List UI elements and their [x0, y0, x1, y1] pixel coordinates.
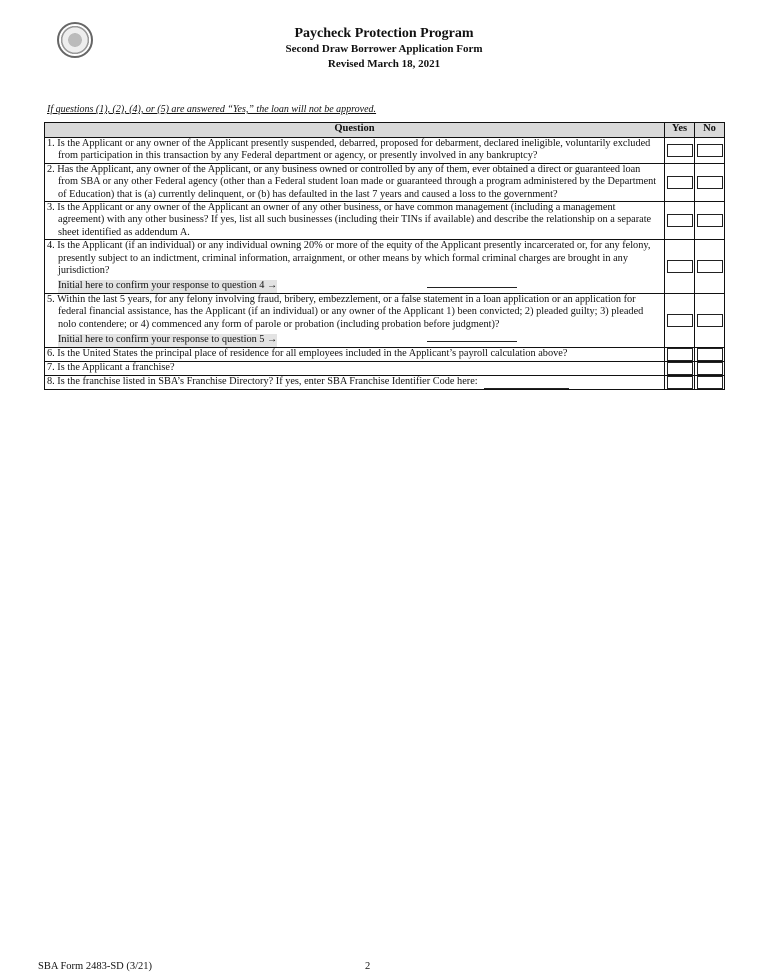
q6-no-checkbox[interactable]: [697, 348, 723, 361]
question-8-cell: [45, 375, 665, 389]
table-row: [45, 163, 725, 201]
q5-no-checkbox[interactable]: [697, 314, 723, 327]
question-6: 6. Is the United States the principal place of residence for all employees included in the Applicant’s payroll calculation above?: [45, 347, 665, 361]
revision-date: Revised March 18, 2021: [327, 58, 441, 70]
initial-label-5: Initial here to confirm your response to question 5 →: [58, 334, 278, 346]
q2-yes-checkbox[interactable]: [667, 176, 693, 189]
table-row: [45, 361, 725, 375]
question-5: 5. Within the last 5 years, for any felony involving fraud, bribery, embezzlement, or a false statement in a loan application or an application for federal financial assistance, has the Applicant (if an individual) or any owner of the Applicant 1) been convicted; 2) pleaded guilty; 3) pleaded nolo contendere; or 4) commenced any form of parole or probation (including probation before judgment)?: [47, 293, 644, 330]
q7-no-checkbox[interactable]: [697, 362, 723, 375]
header-no: No: [695, 123, 725, 138]
q4-yes-checkbox[interactable]: [667, 260, 693, 273]
q5-yes-checkbox[interactable]: [667, 314, 693, 327]
q1-yes-checkbox[interactable]: [667, 144, 693, 157]
initial-field-5[interactable]: [427, 331, 517, 342]
question-3: 3. Is the Applicant or any owner of the Applicant an owner of any other business, or have common management (including a management agreement) with any other business? If yes, list all such businesses (including their TINs if available) and describe the relationship on a separate sheet identified as addendum A.: [45, 202, 665, 240]
table-row: [45, 293, 725, 347]
franchise-code-field[interactable]: [484, 376, 569, 389]
questions-table: [44, 122, 725, 390]
initial-label-4: Initial here to confirm your response to question 4 →: [58, 280, 278, 292]
table-row: [45, 240, 725, 294]
q3-yes-checkbox[interactable]: [667, 214, 693, 227]
question-1: 1. Is the Applicant or any owner of the Applicant presently suspended, debarred, proposed for debarment, declared ineligible, voluntarily excluded from participation in this transaction by any Federal department or agency, or presently involved in any bankruptcy?: [45, 138, 665, 164]
q2-no-checkbox[interactable]: [697, 176, 723, 189]
question-4: 4. Is the Applicant (if an individual) or any individual owning 20% or more of the equity of the Applicant presently incarcerated or, for any felony, presently subject to an indictment, criminal information, arraignment, or other means by which formal criminal charges are brought in any jurisdiction?: [47, 240, 651, 277]
question-2: 2. Has the Applicant, any owner of the Applicant, or any business owned or controlled by any of them, ever obtained a direct or guaranteed loan from SBA or any other Federal agency (other than a Federal student loan made or guaranteed through a program administered by the Department of Education) that is (a) currently delinquent, or (b) has defaulted in the last 7 years and caused a loss to the government?: [45, 163, 665, 201]
header-question: Question: [45, 123, 665, 138]
table-row: [45, 138, 725, 164]
q1-no-checkbox[interactable]: [697, 144, 723, 157]
form-number: SBA Form 2483-SD (3/21): [38, 961, 153, 972]
table-header-row: [45, 123, 725, 138]
question-4-cell: [45, 240, 665, 294]
q8-yes-checkbox[interactable]: [667, 376, 693, 389]
question-8: 8. Is the franchise listed in SBA’s Franchise Directory? If yes, enter SBA Franchise Identifier Code here:: [47, 375, 478, 387]
q8-no-checkbox[interactable]: [697, 376, 723, 389]
q6-yes-checkbox[interactable]: [667, 348, 693, 361]
question-5-cell: [45, 293, 665, 347]
page-number: 2: [365, 961, 371, 972]
question-7: 7. Is the Applicant a franchise?: [45, 361, 665, 375]
header-yes: Yes: [665, 123, 695, 138]
form-subtitle: Second Draw Borrower Application Form: [285, 43, 483, 55]
q7-yes-checkbox[interactable]: [667, 362, 693, 375]
q4-no-checkbox[interactable]: [697, 260, 723, 273]
initial-field-4[interactable]: [427, 277, 517, 288]
table-row: [45, 375, 725, 389]
q3-no-checkbox[interactable]: [697, 214, 723, 227]
warning-note: If questions (1), (2), (4), or (5) are answered “Yes,” the loan will not be approved.: [47, 104, 377, 115]
form-title: Paycheck Protection Program: [294, 26, 474, 41]
table-row: [45, 202, 725, 240]
table-row: [45, 347, 725, 361]
